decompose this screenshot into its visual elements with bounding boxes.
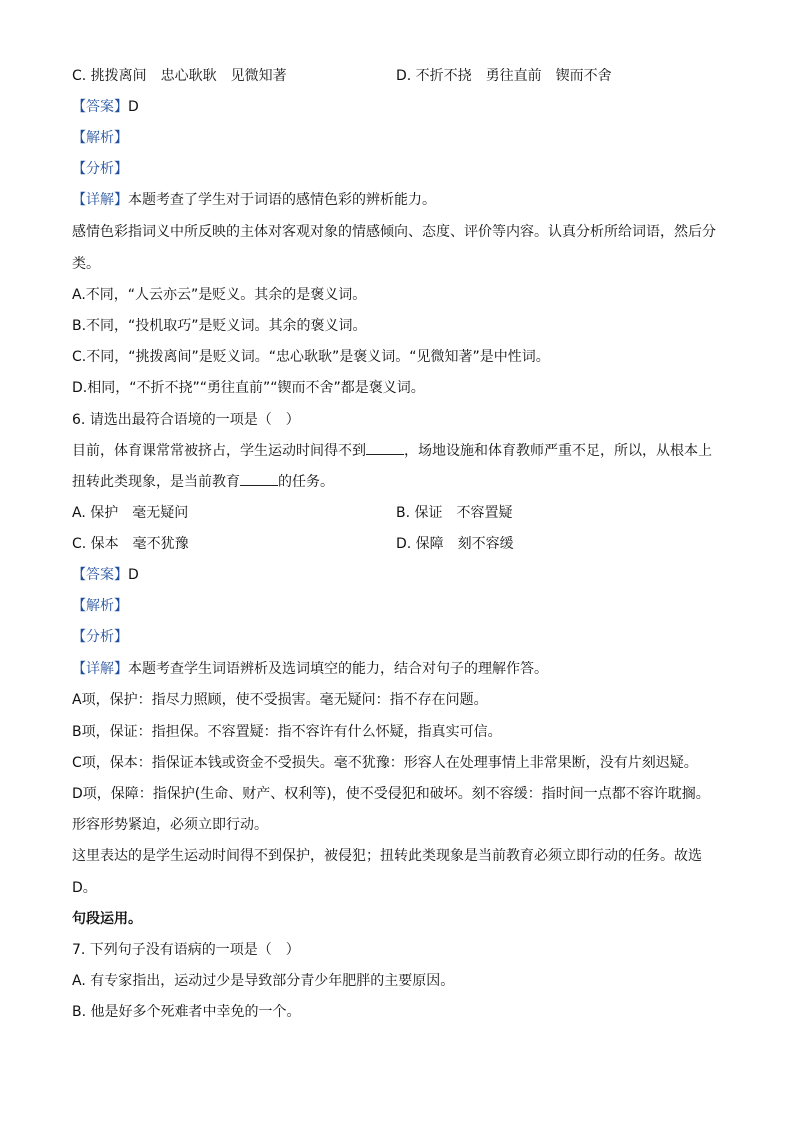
xiangjie-line xyxy=(72,659,548,679)
explanation-b: B.不同，“投机取巧”是贬义词。其余的褒义词。 xyxy=(72,318,367,334)
q6-explanation-d-cont: 形容形势紧迫，必须立即行动。 xyxy=(72,817,268,833)
q6-summary: 这里表达的是学生运动时间得不到保护，被侵犯；扭转此类现象是当前教育必须立即行动的任务。故选 xyxy=(72,848,702,864)
answer-tag: 【答案】 xyxy=(72,567,128,583)
q5-option-d: D. 不折不挠 勇往直前 锲而不舍 xyxy=(396,68,612,84)
explanation-d: D.相同，“不折不挠”“勇往直前”“锲而不舍”都是褒义词。 xyxy=(72,380,425,396)
paragraph-line: 感情色彩指词义中所反映的主体对客观对象的情感倾向、态度、评价等内容。认真分析所给词语，然后分 xyxy=(72,224,716,240)
q5-option-c: C. 挑拨离间 忠心耿耿 见微知著 xyxy=(72,68,287,84)
xiangjie-text: 本题考查了学生对于词语的感情色彩的辨析能力。 xyxy=(128,192,436,208)
q6-summary-cont: D。 xyxy=(72,880,97,896)
q7-option-b: B. 他是好多个死难者中幸免的一个。 xyxy=(72,1004,301,1020)
paragraph-line: 类。 xyxy=(72,256,100,272)
q6-stem: 6. 请选出最符合语境的一项是（ ） xyxy=(72,412,300,428)
q7-option-a: A. 有专家指出，运动过少是导致部分青少年肥胖的主要原因。 xyxy=(72,973,455,989)
q6-option-c: C. 保本 毫不犹豫 xyxy=(72,536,189,552)
answer-tag: 【答案】 xyxy=(72,99,128,115)
xiangjie-text: 本题考查学生词语辨析及选词填空的能力，结合对句子的理解作答。 xyxy=(128,661,548,677)
q6-explanation-c: C项，保本：指保证本钱或资金不受损失。毫不犹豫：形容人在处理事情上非常果断，没有片刻迟疑。 xyxy=(72,755,698,771)
q6-explanation-d: D项，保障：指保护(生命、财产、权利等)，使不受侵犯和破坏。刻不容缓：指时间一点都不容许耽搁。 xyxy=(72,786,710,802)
answer-value: D xyxy=(128,99,139,115)
q6-explanation-a: A项，保护：指尽力照顾，使不受损害。毫无疑问：指不存在问题。 xyxy=(72,692,488,708)
answer-value: D xyxy=(128,567,139,583)
fill-blank xyxy=(240,473,278,486)
q6-passage-text: 的任务。 xyxy=(278,474,334,490)
explanation-a: A.不同，“人云亦云”是贬义。其余的是褒义词。 xyxy=(72,287,367,303)
q6-passage-text: 扭转此类现象，是当前教育 xyxy=(72,474,240,490)
q6-option-b: B. 保证 不容置疑 xyxy=(396,505,513,521)
q6-passage-line2 xyxy=(72,472,334,492)
jiexi-tag: 【解析】 xyxy=(72,598,128,614)
q6-explanation-b: B项，保证：指担保。不容置疑：指不容许有什么怀疑，指真实可信。 xyxy=(72,724,502,740)
q7-stem: 7. 下列句子没有语病的一项是（ ） xyxy=(72,942,300,958)
q6-option-a: A. 保护 毫无疑问 xyxy=(72,505,189,521)
q6-passage-text: 目前，体育课常常被挤占，学生运动时间得不到 xyxy=(72,443,366,459)
q6-passage-line1 xyxy=(72,441,712,461)
q6-answer-line xyxy=(72,565,139,585)
xiangjie-tag: 【详解】 xyxy=(72,661,128,677)
q6-option-d: D. 保障 刻不容缓 xyxy=(396,536,514,552)
explanation-c: C.不同，“挑拨离间”是贬义词。“忠心耿耿”是褒义词。“见微知著”是中性词。 xyxy=(72,349,550,365)
q6-passage-text: ，场地设施和体育教师严重不足，所以，从根本上 xyxy=(404,443,712,459)
xiangjie-line xyxy=(72,190,436,210)
xiangjie-tag: 【详解】 xyxy=(72,192,128,208)
fenxi-tag: 【分析】 xyxy=(72,161,128,177)
fenxi-tag: 【分析】 xyxy=(72,629,128,645)
fill-blank xyxy=(366,442,404,455)
jiexi-tag: 【解析】 xyxy=(72,130,128,146)
q5-answer-line xyxy=(72,97,139,117)
section-title: 句段运用。 xyxy=(72,911,142,927)
